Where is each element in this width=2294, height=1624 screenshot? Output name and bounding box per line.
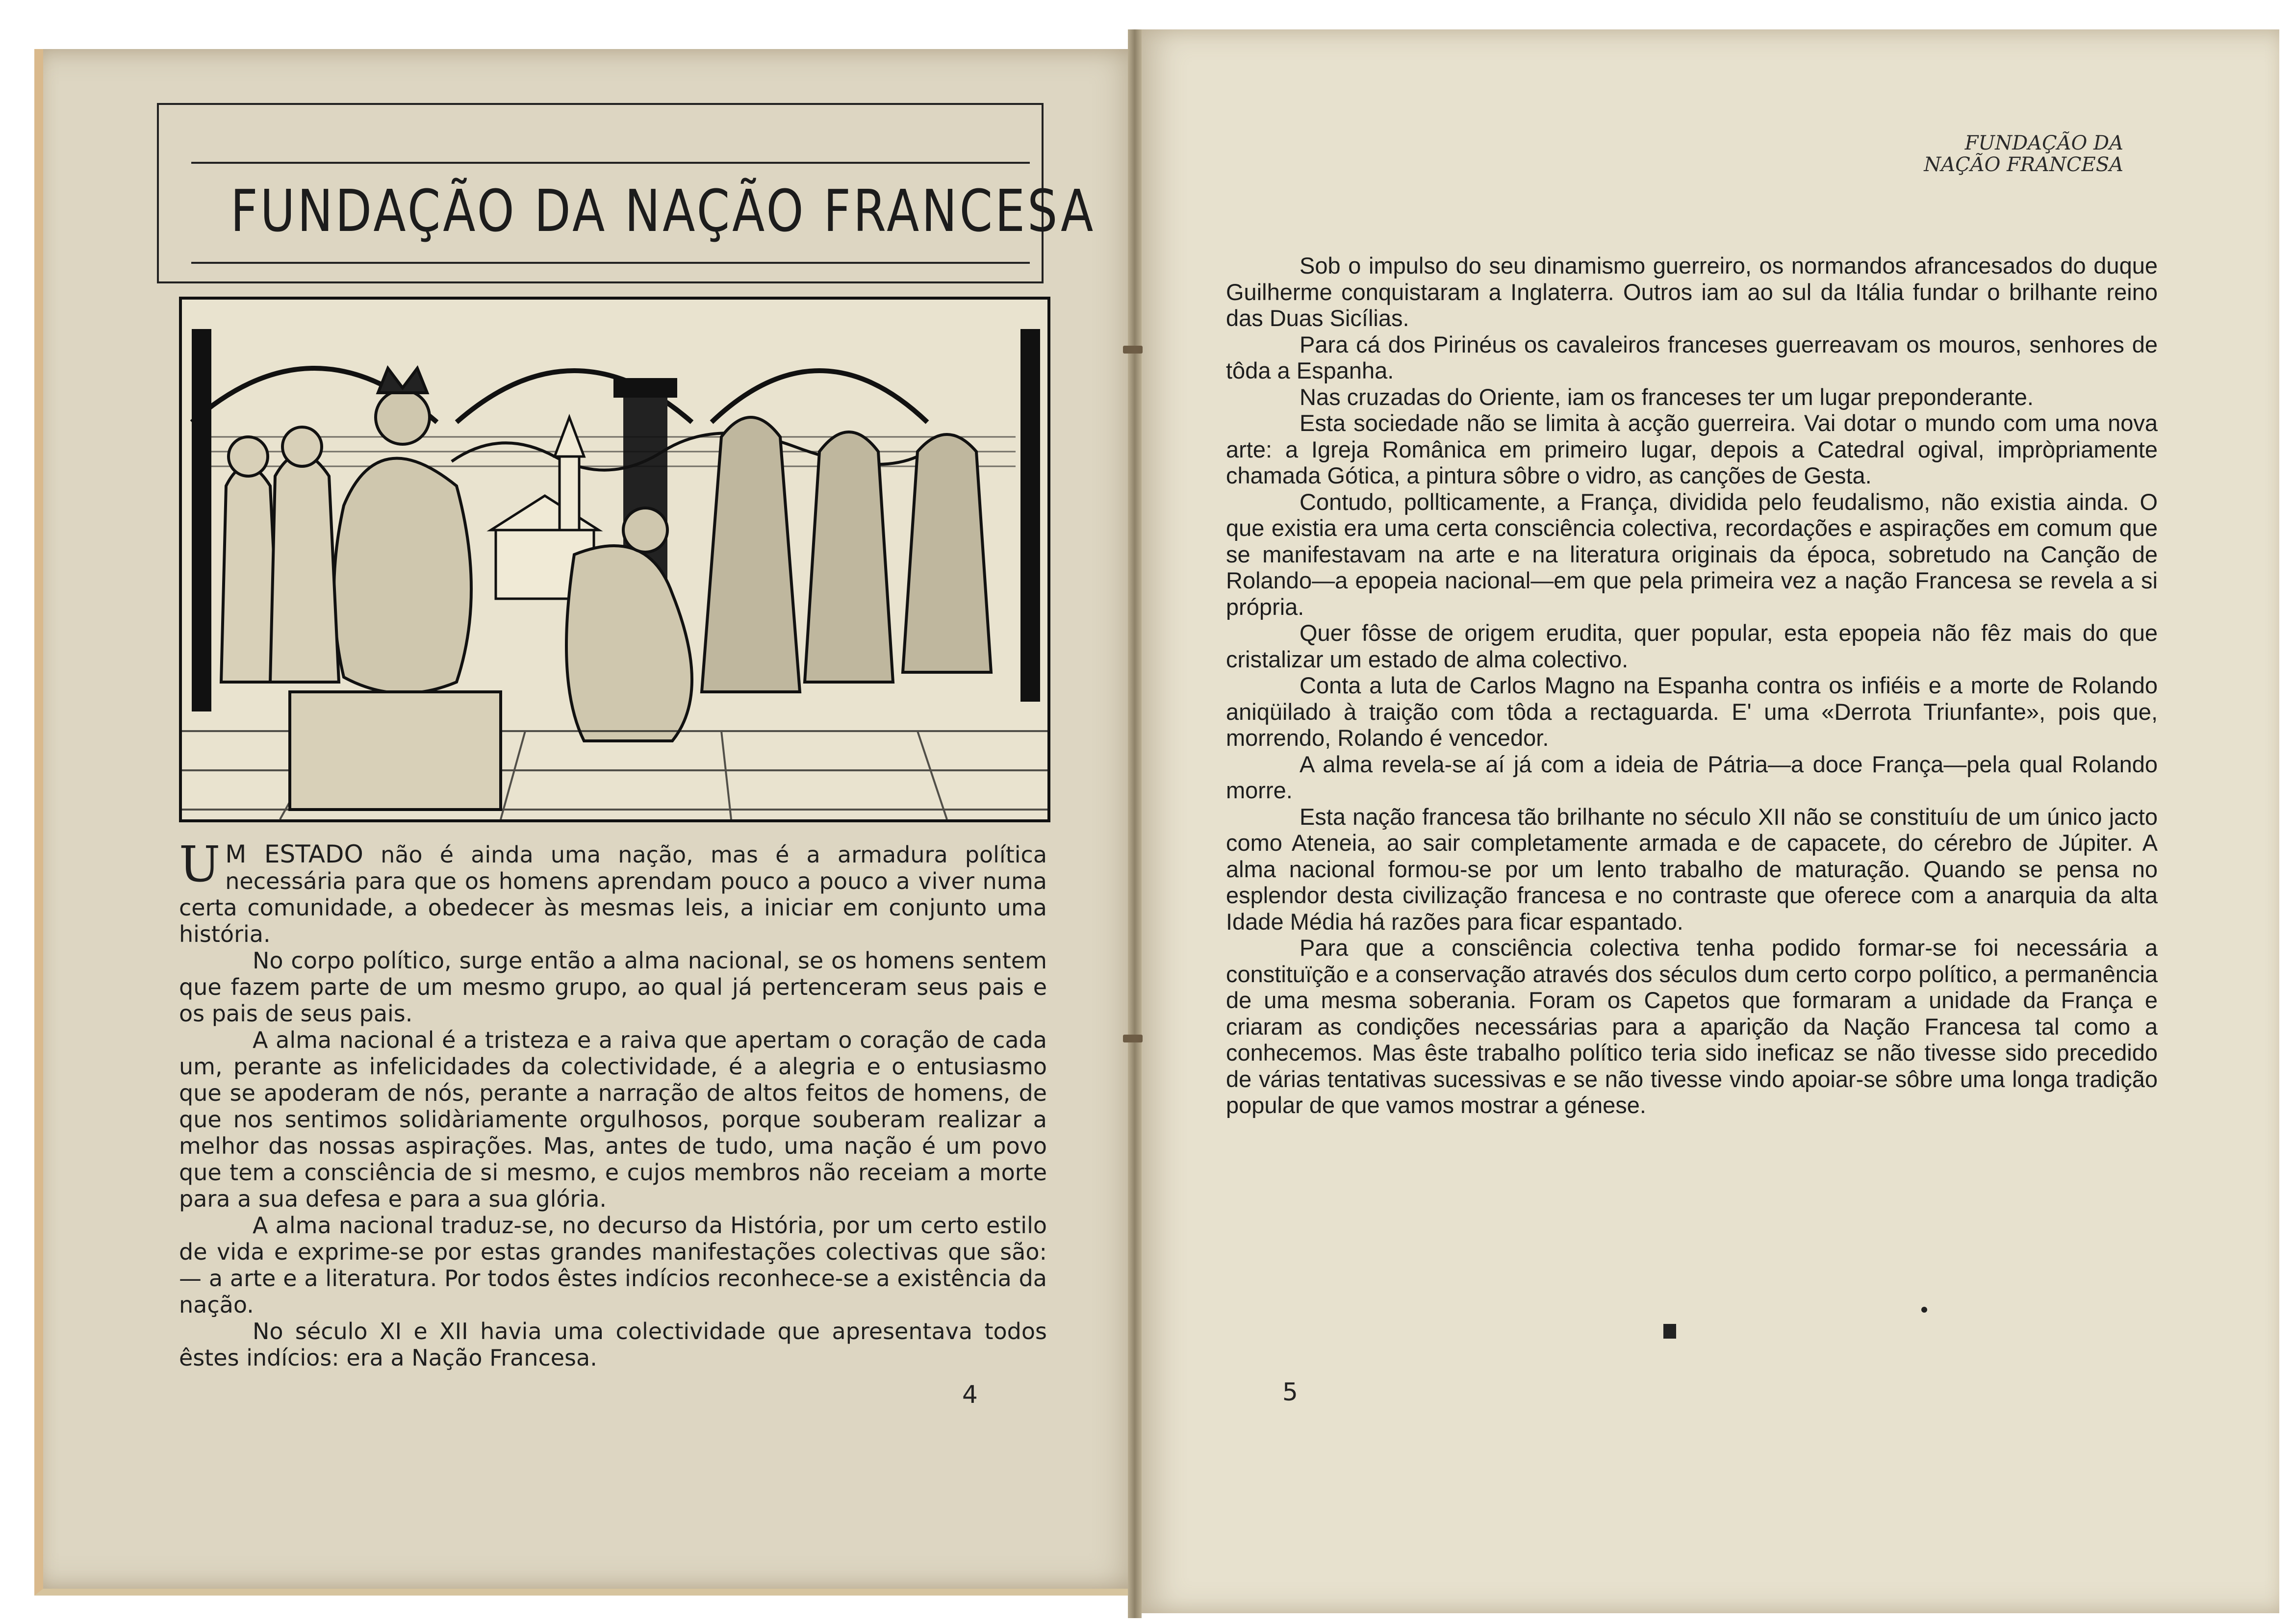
show-through-text bbox=[1255, 1172, 1893, 1334]
paragraph: Quer fôsse de origem erudita, quer popular, esta epopeia não fêz mais do que cristalizar um estado de alma colectivo. bbox=[1226, 620, 2158, 672]
paragraph: A alma nacional traduz-se, no decurso da História, por um certo estilo de vida e exprime-se por estas grandes manifestações colectivas que são: — a arte e a literatura. Por todos êstes indícios reconhece-se a existência da nação. bbox=[179, 1212, 1047, 1318]
paragraph: A alma nacional é a tristeza e a raiva que apertam o coração de cada um, perante as infelicidades da colectividade, é a alegria e o entusiasmo que se apoderam de nós, perante a narração de altos feitos de homens, de que nos sentimos solidàriamente orgulhosos, porque souberam realizar a melhor das nossas aspirações. Mas, antes de tudo, uma nação é um povo que tem a consciência de si mesmo, e cujos membros não receiam a morte para a sua defesa e para a sua glória. bbox=[179, 1027, 1047, 1212]
chapter-title: FUNDAÇÃO DA NAÇÃO FRANCESA bbox=[230, 177, 1096, 245]
paragraph: A alma revela-se aí já com a ideia de Pátria—a doce França—pela qual Rolando morre. bbox=[1226, 751, 2158, 803]
running-head-line: FUNDAÇÃO DA bbox=[1964, 132, 2123, 154]
book-gutter bbox=[1128, 29, 1142, 1618]
small-caps-lead: M ESTADO bbox=[225, 840, 363, 868]
staple-top bbox=[1123, 346, 1143, 354]
paragraph: Esta sociedade não se limita à acção guerreira. Vai dotar o mundo com uma nova arte: a Igreja Românica em primeiro lugar, depois a Catedral ogival, impròpriamente chamada Gótica, a pintura sôbre o vidro, as canções de Gesta. bbox=[1226, 410, 2158, 488]
woodcut-drawing bbox=[182, 300, 1047, 819]
paragraph: No século XI e XII havia uma colectividade que apresentava todos êstes indícios: era a Nação Francesa. bbox=[179, 1318, 1047, 1371]
paragraph: Esta nação francesa tão brilhante no século XII não se constituíu de um único jacto como Ateneia, ao sair completamente armada e de capacete, do cérebro de Júpiter. A alma nacional formou-se por um lento trabalho de maturação. Quando se pensa no esplendor desta civilização francesa e no contraste que oferece com a anarquia da alta Idade Média há razões para ficar espantado. bbox=[1226, 803, 2158, 935]
woodcut-illustration bbox=[179, 297, 1050, 822]
staple-bottom bbox=[1123, 1035, 1143, 1042]
paragraph: Para que a consciência colectiva tenha podido formar-se foi necessária a constituïção e a conservação através dos séculos dum certo corpo político, a permanência de uma mesma soberania. Foram os Capetos que formaram a unidade da França e criaram as condições necessárias para a aparição da Nação Francesa tal como a conhecemos. Mas êste trabalho político teria sido ineficaz se não tivesse sido precedido de várias tentativas sucessivas e se não tivesse vindo apoiar-se sôbre uma longa tradição popular de que vamos mostrar a génese. bbox=[1226, 935, 2158, 1118]
paragraph: Sob o impulso do seu dinamismo guerreiro, os normandos afrancesados do duque Guilherme conquistaram a Inglaterra. Outros iam ao sul da Itália fundar o brilhante reino das Duas Sicílias. bbox=[1226, 253, 2158, 331]
page-number-left: 4 bbox=[962, 1380, 978, 1409]
left-body-text bbox=[179, 836, 1047, 1371]
paragraph: Contudo, pollticamente, a França, dividida pelo feudalismo, não existia ainda. O que existia era uma certa consciência colectiva, recordações e aspirações em comum que se manifestavam na arte e na literatura originais da época, sobretudo na Canção de Rolando—a epopeia nacional—em que pela primeira vez a nação Francesa se revela a si própria. bbox=[1226, 488, 2158, 620]
paragraph: Para cá dos Pirinéus os cavaleiros franceses guerreavam os mouros, senhores de tôda a Espanha. bbox=[1226, 331, 2158, 383]
ink-mark bbox=[1663, 1324, 1676, 1339]
ink-dot bbox=[1921, 1307, 1927, 1313]
running-head bbox=[1888, 132, 2123, 176]
paragraph bbox=[179, 836, 1047, 947]
running-head-line: NAÇÃO FRANCESA bbox=[1924, 153, 2123, 176]
paragraph: No corpo político, surge então a alma nacional, se os homens sentem que fazem parte de um mesmo grupo, ao qual já pertenceram seus pais e os pais de seus pais. bbox=[179, 947, 1047, 1027]
paragraph-text: não é ainda uma nação, mas é a armadura política necessária para que os homens aprendam pouco a pouco a viver numa certa comunidade, a obedecer às mesmas leis, a iniciar em conjunto uma história. bbox=[179, 841, 1047, 947]
paragraph: Nas cruzadas do Oriente, iam os franceses ter um lugar preponderante. bbox=[1300, 383, 2034, 410]
drop-cap: U bbox=[179, 836, 221, 893]
paragraph: Conta a luta de Carlos Magno na Espanha contra os infiéis e a morte de Rolando aniqüilado à traição com tôda a rectaguarda. E' uma «Derrota Triunfante», pois que, morrendo, Rolando é vencedor. bbox=[1226, 672, 2158, 751]
page-number-right: 5 bbox=[1282, 1378, 1298, 1406]
right-body-text bbox=[1226, 253, 2158, 1118]
